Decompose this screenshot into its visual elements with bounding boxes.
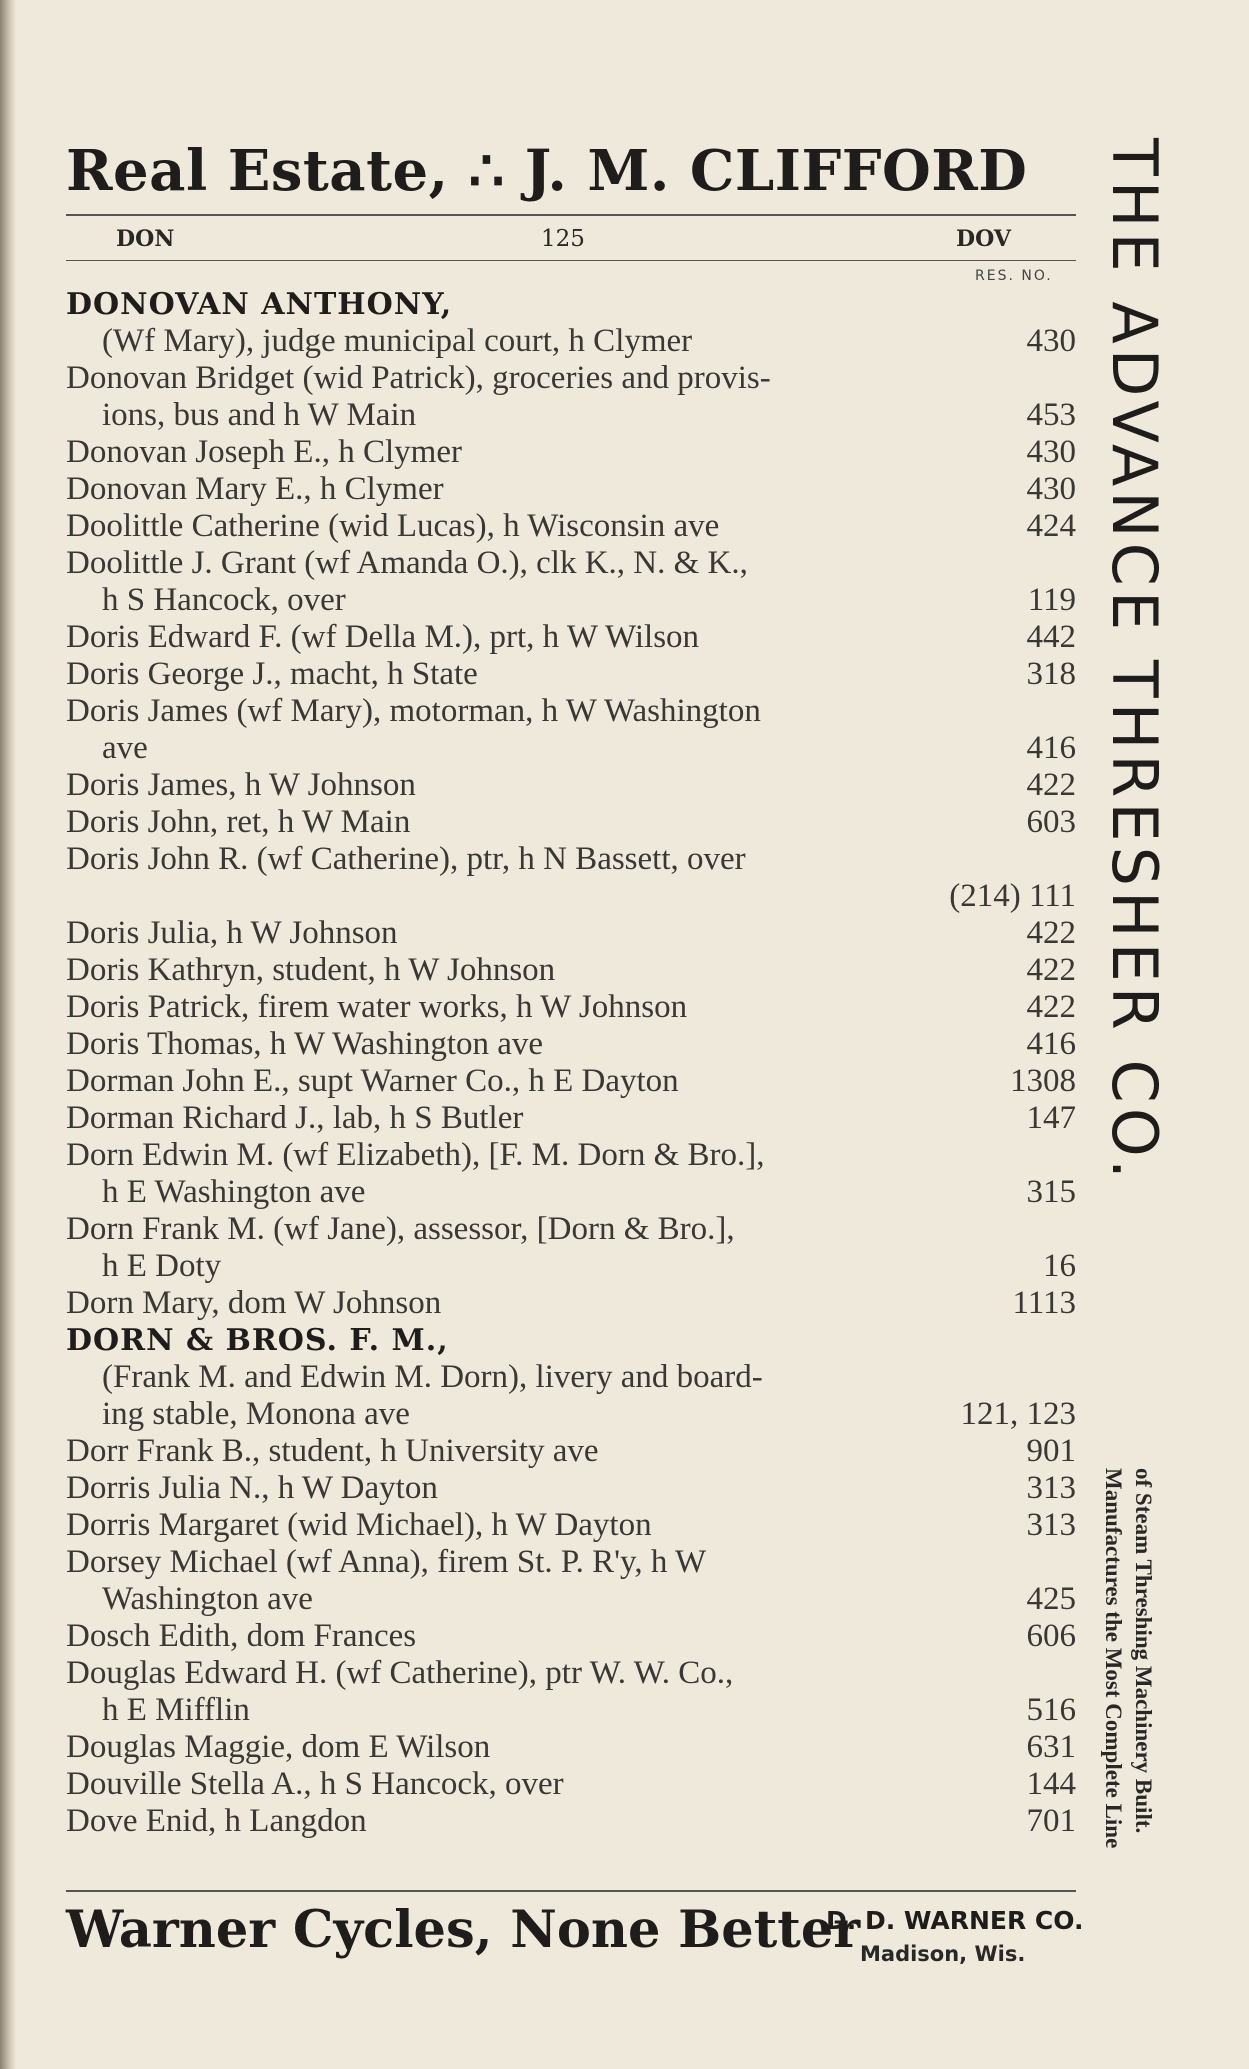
running-head-right: DOV — [956, 226, 1011, 252]
listing-row — [66, 1285, 1076, 1322]
residence-number: 416 — [1026, 1026, 1076, 1062]
listing-text: Dove Enid, h Langdon — [66, 1803, 367, 1839]
listing-row — [66, 619, 1076, 656]
listing-row — [66, 545, 1076, 582]
listing-text: Douglas Edward H. (wf Catherine), ptr W. W. Co., — [66, 1655, 734, 1691]
listing-row — [66, 471, 1076, 508]
listing-text: Douglas Maggie, dom E Wilson — [66, 1729, 491, 1765]
residence-number: 422 — [1026, 952, 1076, 988]
listing-row — [66, 1655, 1076, 1692]
listing-row — [66, 434, 1076, 471]
listing-row — [66, 360, 1076, 397]
listing-row — [66, 989, 1076, 1026]
residence-number: 422 — [1026, 915, 1076, 951]
listing-row — [66, 582, 1076, 619]
listing-row — [66, 1100, 1076, 1137]
footer-rule — [66, 1890, 1076, 1892]
residence-number: 16 — [1043, 1248, 1076, 1284]
residence-number: 430 — [1026, 434, 1076, 470]
listing-text: Doris James (wf Mary), motorman, h W Washington — [66, 693, 761, 729]
listing-row — [66, 1803, 1076, 1840]
residence-number: 119 — [1027, 582, 1076, 618]
residence-number: 147 — [1026, 1100, 1076, 1136]
listing-text: Doris Patrick, firem water works, h W Johnson — [66, 989, 688, 1025]
residence-number: 144 — [1026, 1766, 1076, 1802]
residence-number: 424 — [1026, 508, 1076, 544]
listing-heading — [66, 286, 1076, 323]
listing-text: Doris James, h W Johnson — [66, 767, 416, 803]
listing-text: DONOVAN ANTHONY, — [66, 287, 453, 322]
residence-number: 1113 — [1012, 1285, 1076, 1321]
listing-row — [66, 1137, 1076, 1174]
listing-row — [66, 1581, 1076, 1618]
header-rule-bottom — [66, 260, 1076, 261]
listing-text: Dorris Julia N., h W Dayton — [66, 1470, 438, 1506]
listing-row — [66, 878, 1076, 915]
listing-row — [66, 693, 1076, 730]
header-rule-top — [66, 214, 1076, 216]
listing-text: h E Doty — [102, 1248, 222, 1284]
listing-row — [66, 1063, 1076, 1100]
listing-row — [66, 1507, 1076, 1544]
running-head-left: DON — [116, 226, 175, 252]
listing-row — [66, 1470, 1076, 1507]
listing-text: Donovan Joseph E., h Clymer — [66, 434, 462, 470]
listing-row — [66, 841, 1076, 878]
listing-text: h E Washington ave — [102, 1174, 366, 1210]
listing-row — [66, 767, 1076, 804]
listing-text: Dorris Margaret (wid Michael), h W Dayton — [66, 1507, 652, 1543]
listing-row — [66, 1766, 1076, 1803]
side-ad-main: THE ADVANCE THRESHER CO. — [1098, 138, 1171, 1184]
listing-text: Douville Stella A., h S Hancock, over — [66, 1766, 564, 1802]
residence-number: 606 — [1026, 1618, 1076, 1654]
residence-number: 453 — [1026, 397, 1076, 433]
listing-text: Donovan Bridget (wid Patrick), groceries and provis- — [66, 360, 771, 396]
footer-company: D. D. WARNER CO. — [826, 1906, 1084, 1935]
listing-text: Dorn Mary, dom W Johnson — [66, 1285, 442, 1321]
listing-row — [66, 1396, 1076, 1433]
residence-number: 516 — [1026, 1692, 1076, 1728]
directory-listing — [66, 286, 1076, 1866]
listing-heading — [66, 1322, 1076, 1359]
running-head — [66, 222, 1076, 256]
residence-number: 430 — [1026, 471, 1076, 507]
listing-text: DORN & BROS. F. M., — [66, 1323, 449, 1358]
residence-number: 442 — [1026, 619, 1076, 655]
listing-text: Washington ave — [102, 1581, 313, 1617]
side-advertisement — [1098, 138, 1171, 1478]
residence-number: 315 — [1026, 1174, 1076, 1210]
residence-number: 313 — [1026, 1470, 1076, 1506]
listing-row — [66, 1618, 1076, 1655]
listing-text: h S Hancock, over — [102, 582, 346, 618]
listing-text: ave — [102, 730, 148, 766]
listing-text: Doolittle Catherine (wid Lucas), h Wisconsin ave — [66, 508, 720, 544]
residence-number: 422 — [1026, 767, 1076, 803]
side-ad-sub-line-2: of Steam Threshing Machinery Built. — [1131, 1468, 1156, 1834]
listing-row — [66, 1211, 1076, 1248]
residence-number: 416 — [1026, 730, 1076, 766]
listing-row — [66, 1433, 1076, 1470]
listing-row — [66, 397, 1076, 434]
listing-text: Doris Kathryn, student, h W Johnson — [66, 952, 556, 988]
listing-text: Doris John R. (wf Catherine), ptr, h N Bassett, over — [66, 841, 746, 877]
residence-number: 313 — [1026, 1507, 1076, 1543]
side-ad-sub-line-1: Manufactures the Most Complete Line — [1101, 1468, 1126, 1849]
listing-text: Doolittle J. Grant (wf Amanda O.), clk K., N. & K., — [66, 545, 748, 581]
listing-row — [66, 1359, 1076, 1396]
listing-row — [66, 730, 1076, 767]
listing-text: Dorman John E., supt Warner Co., h E Dayton — [66, 1063, 679, 1099]
listing-text: Dorr Frank B., student, h University ave — [66, 1433, 599, 1469]
side-advertisement-subtext — [1094, 1468, 1164, 1978]
page-edge — [0, 0, 16, 2069]
listing-row — [66, 656, 1076, 693]
listing-row — [66, 508, 1076, 545]
listing-row — [66, 323, 1076, 360]
listing-row — [66, 952, 1076, 989]
listing-row — [66, 804, 1076, 841]
listing-text: Doris George J., macht, h State — [66, 656, 478, 692]
residence-number: 603 — [1026, 804, 1076, 840]
residence-number: 430 — [1026, 323, 1076, 359]
page-number: 125 — [541, 226, 585, 252]
listing-row — [66, 1729, 1076, 1766]
listing-text: Dorn Frank M. (wf Jane), assessor, [Dorn & Bro.], — [66, 1211, 735, 1247]
listing-text: Doris Edward F. (wf Della M.), prt, h W Wilson — [66, 619, 700, 655]
header-advertisement: Real Estate, ∴ J. M. CLIFFORD — [66, 138, 1028, 204]
listing-row — [66, 1692, 1076, 1729]
residence-number: 425 — [1026, 1581, 1076, 1617]
residence-number: 422 — [1026, 989, 1076, 1025]
listing-text: Dorman Richard J., lab, h S Butler — [66, 1100, 524, 1136]
residence-number: 701 — [1026, 1803, 1076, 1839]
listing-row — [66, 1248, 1076, 1285]
listing-text: Dosch Edith, dom Frances — [66, 1618, 417, 1654]
listing-row — [66, 1174, 1076, 1211]
listing-text: (Frank M. and Edwin M. Dorn), livery and board- — [102, 1359, 763, 1395]
listing-text: Doris John, ret, h W Main — [66, 804, 411, 840]
res-no-label: RES. NO. — [975, 268, 1053, 284]
listing-row — [66, 1544, 1076, 1581]
listing-text: Donovan Mary E., h Clymer — [66, 471, 444, 507]
residence-number: 318 — [1026, 656, 1076, 692]
listing-text: ing stable, Monona ave — [102, 1396, 410, 1432]
footer-slogan: Warner Cycles, None Better — [66, 1900, 861, 1960]
listing-text: (Wf Mary), judge municipal court, h Clymer — [102, 323, 693, 359]
residence-number: 121, 123 — [960, 1396, 1076, 1432]
residence-number: 1308 — [1010, 1063, 1076, 1099]
residence-number: 631 — [1026, 1729, 1076, 1765]
residence-number: (214) 111 — [949, 878, 1076, 914]
listing-text: h E Mifflin — [102, 1692, 250, 1728]
listing-text: Dorsey Michael (wf Anna), firem St. P. R'y, h W — [66, 1544, 707, 1580]
listing-text: Doris Thomas, h W Washington ave — [66, 1026, 544, 1062]
footer-city: Madison, Wis. — [860, 1942, 1026, 1966]
listing-row — [66, 915, 1076, 952]
listing-text: Dorn Edwin M. (wf Elizabeth), [F. M. Dorn & Bro.], — [66, 1137, 765, 1173]
listing-text: ions, bus and h W Main — [102, 397, 417, 433]
residence-number: 901 — [1026, 1433, 1076, 1469]
listing-row — [66, 1026, 1076, 1063]
listing-text: Doris Julia, h W Johnson — [66, 915, 398, 951]
